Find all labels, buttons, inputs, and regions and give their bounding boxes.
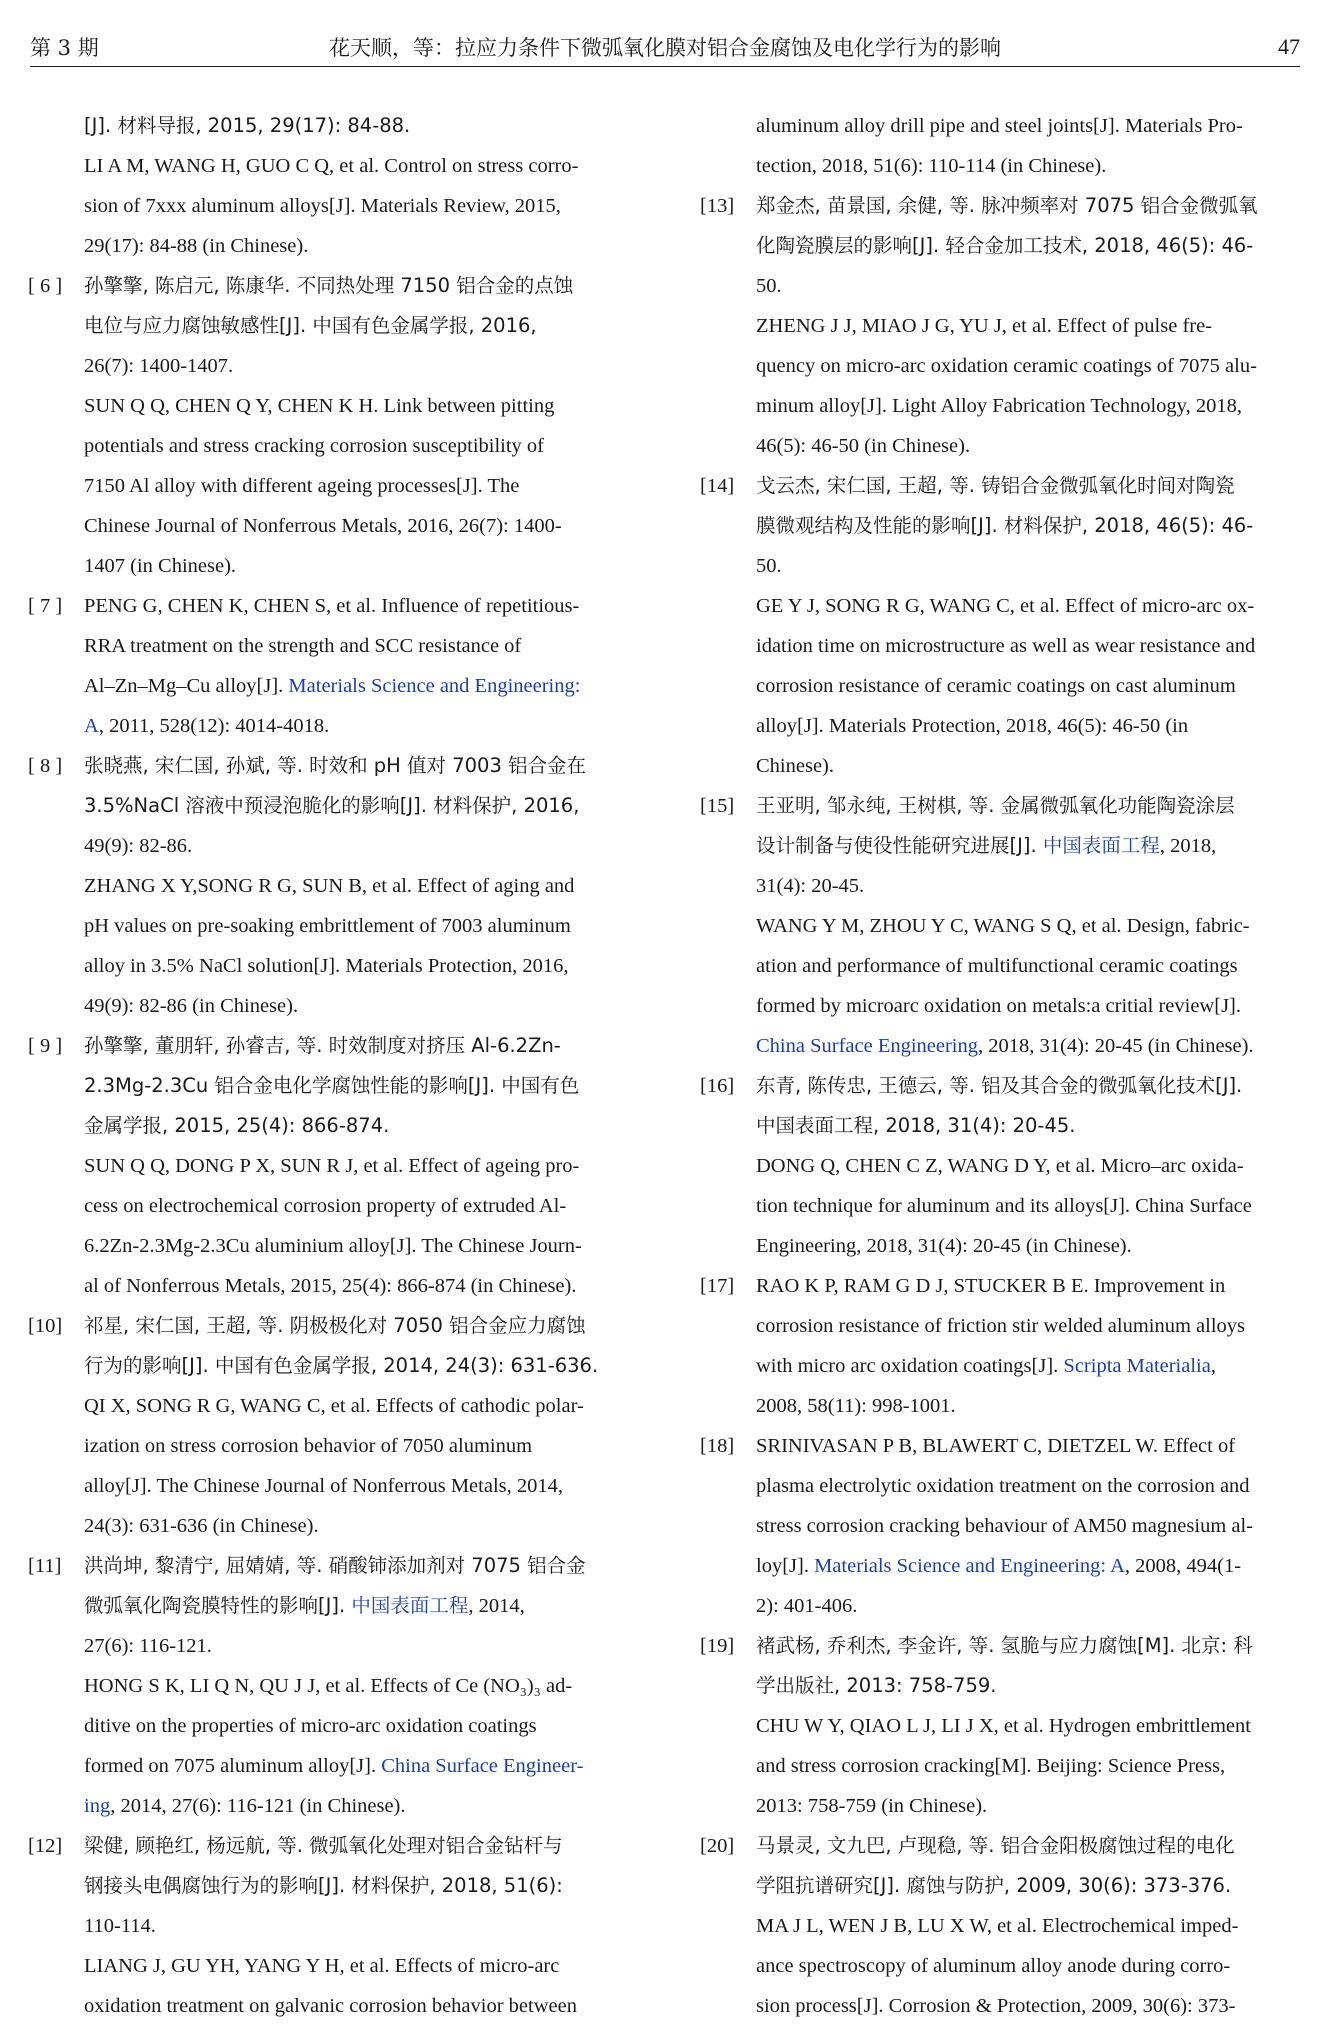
reference-text: 7150 Al alloy with different ageing processes[J]. The — [84, 475, 520, 497]
reference-text: al of Nonferrous Metals, 2015, 25(4): 866-874 (in Chinese). — [84, 1275, 577, 1297]
reference-text: alloy[J]. The Chinese Journal of Nonferrous Metals, 2014, — [84, 1475, 563, 1497]
reference-text: 祁星, 宋仁国, 王超, 等. 阴极极化对 7050 铝合金应力腐蚀 — [84, 1314, 586, 1337]
reference-text: 24(3): 631-636 (in Chinese). — [84, 1515, 319, 1537]
reference-line — [28, 106, 583, 146]
reference-text: Chinese Journal of Nonferrous Metals, 2016, 26(7): 1400- — [84, 515, 562, 537]
reference-line — [28, 1266, 583, 1306]
reference-text: idation time on microstructure as well as wear resistance and — [756, 635, 1256, 657]
reference-text: ization on stress corrosion behavior of 7050 aluminum — [84, 1435, 533, 1457]
reference-text: 29(17): 84-88 (in Chinese). — [84, 235, 309, 257]
reference-text: ZHANG X Y,SONG R G, SUN B, et al. Effect of aging and — [84, 875, 575, 897]
issue-label: 第 3 期 — [30, 36, 99, 60]
reference-line — [28, 546, 583, 586]
reference-line — [700, 1746, 1310, 1786]
reference-text: 设计制备与使役性能研究进展[J]. — [756, 834, 1043, 857]
reference-text: ditive on the properties of micro-arc oxidation coatings — [84, 1715, 537, 1737]
reference-line — [700, 1506, 1310, 1546]
reference-text: 2008, 58(11): 998-1001. — [756, 1395, 956, 1417]
reference-line — [700, 906, 1310, 946]
reference-number: [13] — [700, 195, 735, 217]
reference-text: 洪尚坤, 黎清宁, 屈婧婧, 等. 硝酸铈添加剂对 7075 铝合金 — [84, 1554, 586, 1577]
reference-line — [700, 1146, 1310, 1186]
reference-line — [700, 426, 1310, 466]
reference-text: 中国表面工程, 2018, 31(4): 20-45. — [756, 1114, 1076, 1137]
reference-text: RRA treatment on the strength and SCC resistance of — [84, 635, 522, 657]
reference-line — [700, 1226, 1310, 1266]
reference-number: [ 9 ] — [28, 1035, 63, 1057]
reference-text: Al–Zn–Mg–Cu alloy[J]. — [84, 675, 289, 697]
reference-text: LIANG J, GU YH, YANG Y H, et al. Effects of micro-arc — [84, 1955, 560, 1977]
reference-line — [28, 426, 583, 466]
reference-text: 化陶瓷膜层的影响[J]. 轻合金加工技术, 2018, 46(5): 46- — [756, 234, 1254, 257]
reference-text-tail: , — [1210, 1355, 1216, 1377]
reference-number: [ 8 ] — [28, 755, 63, 777]
reference-text: 王亚明, 邹永纯, 王树棋, 等. 金属微弧氧化功能陶瓷涂层 — [756, 794, 1235, 817]
reference-text: 31(4): 20-45. — [756, 875, 865, 897]
reference-line — [700, 1066, 1310, 1106]
reference-text: 2): 401-406. — [756, 1595, 858, 1617]
reference-line — [28, 906, 583, 946]
page-number: 47 — [1278, 34, 1300, 59]
reference-line — [700, 586, 1310, 626]
reference-line — [28, 1866, 583, 1906]
reference-line — [700, 1826, 1310, 1866]
reference-line — [700, 1426, 1310, 1466]
reference-text: 2.3Mg-2.3Cu 铝合金电化学腐蚀性能的影响[J]. 中国有色 — [84, 1074, 580, 1097]
reference-text: 电位与应力腐蚀敏感性[J]. 中国有色金属学报, 2016, — [84, 314, 537, 337]
reference-text: 东青, 陈传忠, 王德云, 等. 铝及其合金的微弧氧化技术[J]. — [756, 1074, 1243, 1097]
reference-text: stress corrosion cracking behaviour of AM50 magnesium al- — [756, 1515, 1254, 1537]
reference-line — [28, 1906, 583, 1946]
reference-line — [700, 1866, 1310, 1906]
reference-text: PENG G, CHEN K, CHEN S, et al. Influence of repetitious- — [84, 595, 580, 617]
reference-number: [14] — [700, 475, 735, 497]
reference-text: and stress corrosion cracking[M]. Beijing: Science Press, — [756, 1755, 1226, 1777]
reference-line — [700, 1986, 1310, 2026]
journal-link[interactable]: Materials Science and Engineering: — [288, 675, 581, 697]
reference-text: 6.2Zn-2.3Mg-2.3Cu aluminium alloy[J]. The Chinese Journ- — [84, 1235, 582, 1257]
reference-text: 微弧氧化陶瓷膜特性的影响[J]. — [84, 1594, 352, 1617]
reference-line — [28, 1666, 583, 1706]
reference-line — [700, 506, 1310, 546]
reference-line — [700, 826, 1310, 866]
reference-text: potentials and stress cracking corrosion susceptibility of — [84, 435, 545, 457]
reference-text: tion technique for aluminum and its alloys[J]. China Surface — [756, 1195, 1252, 1217]
reference-line — [28, 1626, 583, 1666]
reference-text-tail: , 2008, 494(1- — [1124, 1555, 1242, 1577]
reference-line — [700, 1706, 1310, 1746]
reference-text: HONG S K, LI Q N, QU J J, et al. Effects of Ce (NO₃)₃ ad- — [84, 1675, 573, 1697]
reference-line — [700, 1946, 1310, 1986]
journal-link[interactable]: China Surface Engineer- — [381, 1755, 584, 1777]
reference-line — [28, 1306, 586, 1346]
reference-line — [700, 1666, 1310, 1706]
reference-line — [28, 586, 583, 626]
reference-text: MA J L, WEN J B, LU X W, et al. Electrochemical imped- — [756, 1915, 1239, 1937]
reference-line — [700, 1586, 1310, 1626]
reference-line — [700, 106, 1310, 146]
reference-text: Engineering, 2018, 31(4): 20-45 (in Chinese). — [756, 1235, 1132, 1257]
reference-text: pH values on pre-soaking embrittlement of 7003 aluminum — [84, 915, 571, 937]
reference-line — [700, 1626, 1310, 1666]
reference-line — [700, 1546, 1310, 1586]
reference-line — [700, 1306, 1310, 1346]
reference-line — [28, 1386, 583, 1426]
reference-text: Chinese). — [756, 755, 834, 777]
journal-link[interactable]: 中国表面工程 — [1042, 834, 1160, 857]
reference-line — [28, 1946, 583, 1986]
reference-text: [J]. 材料导报, 2015, 29(17): 84-88. — [84, 114, 411, 137]
reference-line — [28, 1026, 583, 1066]
reference-line — [700, 626, 1310, 666]
journal-link[interactable]: Materials Science and Engineering: A — [814, 1555, 1125, 1577]
reference-line — [28, 986, 583, 1026]
reference-text: minum alloy[J]. Light Alloy Fabrication Technology, 2018, — [756, 395, 1242, 417]
reference-line — [28, 386, 583, 426]
reference-line — [28, 1226, 583, 1266]
reference-line — [700, 1106, 1310, 1146]
reference-line — [28, 346, 583, 386]
reference-text: SUN Q Q, CHEN Q Y, CHEN K H. Link between pitting — [84, 395, 555, 417]
reference-text: alloy[J]. Materials Protection, 2018, 46(5): 46-50 (in — [756, 715, 1189, 737]
reference-line — [700, 1906, 1310, 1946]
reference-line — [700, 866, 1310, 906]
reference-line — [28, 1786, 583, 1826]
reference-line — [700, 786, 1310, 826]
reference-text: with micro arc oxidation coatings[J]. — [756, 1355, 1064, 1377]
reference-line — [28, 1346, 599, 1386]
reference-line — [700, 386, 1310, 426]
reference-line — [700, 706, 1310, 746]
reference-text: 行为的影响[J]. 中国有色金属学报, 2014, 24(3): 631-636. — [84, 1354, 599, 1377]
reference-text: 戈云杰, 宋仁国, 王超, 等. 铸铝合金微弧氧化时间对陶瓷 — [756, 474, 1235, 497]
reference-number: [15] — [700, 795, 735, 817]
reference-text: 膜微观结构及性能的影响[J]. 材料保护, 2018, 46(5): 46- — [756, 514, 1254, 537]
journal-link[interactable]: Scripta Materialia — [1063, 1355, 1211, 1377]
reference-line — [28, 946, 583, 986]
reference-text: 50. — [756, 275, 782, 297]
running-title: 花天顺，等：拉应力条件下微弧氧化膜对铝合金腐蚀及电化学行为的影响 — [329, 36, 1001, 60]
reference-text: 110-114. — [84, 1915, 156, 1937]
reference-text: ZHENG J J, MIAO J G, YU J, et al. Effect of pulse fre- — [756, 315, 1213, 337]
reference-line — [28, 746, 587, 786]
reference-text: 3.5%NaCl 溶液中预浸泡脆化的影响[J]. 材料保护, 2016, — [84, 794, 580, 817]
reference-text: sion process[J]. Corrosion & Protection, 2009, 30(6): 373- — [756, 1995, 1236, 2017]
reference-text: 学出版社, 2013: 758-759. — [756, 1674, 997, 1697]
reference-line — [28, 466, 583, 506]
reference-text: loy[J]. — [756, 1555, 815, 1577]
reference-line — [28, 786, 583, 826]
reference-line — [700, 306, 1310, 346]
reference-line — [28, 1546, 586, 1586]
reference-text: corrosion resistance of friction stir welded aluminum alloys — [756, 1315, 1246, 1337]
reference-line — [28, 826, 583, 866]
reference-text: LI A M, WANG H, GUO C Q, et al. Control on stress corro- — [84, 155, 579, 177]
reference-text: ance spectroscopy of aluminum alloy anode during corro- — [756, 1955, 1231, 1977]
reference-number: [18] — [700, 1435, 735, 1457]
reference-text: 26(7): 1400-1407. — [84, 355, 234, 377]
reference-text: corrosion resistance of ceramic coatings on cast aluminum — [756, 675, 1236, 697]
reference-line — [28, 1826, 583, 1866]
reference-line — [700, 1346, 1310, 1386]
reference-line — [28, 226, 583, 266]
reference-text: formed on 7075 aluminum alloy[J]. — [84, 1755, 382, 1777]
reference-number: [20] — [700, 1835, 735, 1857]
reference-text: quency on micro-arc oxidation ceramic coatings of 7075 alu- — [756, 355, 1257, 377]
reference-text: , 2014, 27(6): 116-121 (in Chinese). — [110, 1795, 406, 1817]
reference-line — [28, 1066, 583, 1106]
reference-line — [700, 186, 1310, 226]
reference-number: [10] — [28, 1315, 63, 1337]
reference-text: QI X, SONG R G, WANG C, et al. Effects of cathodic polar- — [84, 1395, 584, 1417]
reference-text: DONG Q, CHEN C Z, WANG D Y, et al. Micro–arc oxida- — [756, 1155, 1244, 1177]
reference-text: 50. — [756, 555, 782, 577]
reference-number: [19] — [700, 1635, 735, 1657]
reference-line — [28, 1186, 583, 1226]
reference-text: WANG Y M, ZHOU Y C, WANG S Q, et al. Design, fabric- — [756, 915, 1250, 937]
reference-number: [11] — [28, 1555, 62, 1577]
reference-line — [700, 1786, 1310, 1826]
reference-text: GE Y J, SONG R G, WANG C, et al. Effect of micro-arc ox- — [756, 595, 1255, 617]
reference-line — [28, 1586, 583, 1626]
reference-text: sion of 7xxx aluminum alloys[J]. Materials Review, 2015, — [84, 195, 561, 217]
reference-line — [700, 1466, 1310, 1506]
reference-text: SUN Q Q, DONG P X, SUN R J, et al. Effect of ageing pro- — [84, 1155, 580, 1177]
reference-number: [17] — [700, 1275, 735, 1297]
reference-text-tail: , 2014, — [468, 1595, 525, 1617]
reference-number: [16] — [700, 1075, 735, 1097]
reference-text: 49(9): 82-86 (in Chinese). — [84, 995, 299, 1017]
reference-text: 2013: 758-759 (in Chinese). — [756, 1795, 988, 1817]
reference-text: 钢接头电偶腐蚀行为的影响[J]. 材料保护, 2018, 51(6): — [84, 1874, 563, 1897]
reference-line — [28, 146, 583, 186]
reference-text: cess on electrochemical corrosion property of extruded Al- — [84, 1195, 567, 1217]
reference-text: 梁健, 顾艳红, 杨远航, 等. 微弧氧化处理对铝合金钻杆与 — [84, 1834, 563, 1857]
reference-text: plasma electrolytic oxidation treatment on the corrosion and — [756, 1475, 1250, 1497]
reference-text: 1407 (in Chinese). — [84, 555, 237, 577]
journal-link[interactable]: 中国表面工程 — [351, 1594, 469, 1617]
reference-text: 27(6): 116-121. — [84, 1635, 212, 1657]
page-header — [30, 28, 1300, 67]
reference-line — [700, 986, 1310, 1026]
reference-text: 马景灵, 文九巴, 卢现稳, 等. 铝合金阳极腐蚀过程的电化 — [756, 1834, 1235, 1857]
reference-line — [28, 1506, 583, 1546]
reference-text: alloy in 3.5% NaCl solution[J]. Materials Protection, 2016, — [84, 955, 569, 977]
references-right-column — [700, 106, 1310, 2026]
reference-line — [28, 266, 583, 306]
reference-line — [28, 626, 583, 666]
reference-line — [28, 1106, 583, 1146]
reference-line — [700, 466, 1310, 506]
reference-text: 学阻抗谱研究[J]. 腐蚀与防护, 2009, 30(6): 373-376. — [756, 1874, 1232, 1897]
journal-link[interactable]: China Surface Engineering — [756, 1035, 979, 1057]
reference-number: [ 7 ] — [28, 595, 63, 617]
reference-text: , 2011, 528(12): 4014-4018. — [98, 715, 330, 737]
reference-text: SRINIVASAN P B, BLAWERT C, DIETZEL W. Effect of — [756, 1435, 1236, 1457]
reference-text-tail: , 2018, — [1159, 835, 1217, 857]
journal-link[interactable]: A — [84, 715, 99, 737]
reference-line — [28, 1466, 583, 1506]
reference-text: 49(9): 82-86. — [84, 835, 193, 857]
reference-text: 褚武杨, 乔利杰, 李金许, 等. 氢脆与应力腐蚀[M]. 北京: 科 — [756, 1634, 1253, 1657]
reference-line — [28, 1146, 583, 1186]
reference-number: [12] — [28, 1835, 63, 1857]
reference-line — [700, 1026, 1310, 1066]
reference-text: , 2018, 31(4): 20-45 (in Chinese). — [978, 1035, 1254, 1057]
reference-line — [700, 146, 1310, 186]
reference-text: ation and performance of multifunctional ceramic coatings — [756, 955, 1238, 977]
reference-text: 金属学报, 2015, 25(4): 866-874. — [84, 1114, 390, 1137]
reference-line — [700, 1386, 1310, 1426]
reference-line — [28, 1706, 583, 1746]
reference-line — [700, 946, 1310, 986]
reference-line — [28, 306, 583, 346]
reference-text: 孙擎擎, 董朋轩, 孙睿吉, 等. 时效制度对挤压 Al-6.2Zn- — [84, 1034, 561, 1057]
reference-text: RAO K P, RAM G D J, STUCKER B E. Improvement in — [756, 1275, 1226, 1297]
reference-line — [700, 1186, 1310, 1226]
reference-line — [28, 706, 583, 746]
reference-text: oxidation treatment on galvanic corrosion behavior between — [84, 1995, 577, 2017]
reference-line — [28, 666, 583, 706]
reference-line — [700, 266, 1310, 306]
reference-text: 张晓燕, 宋仁国, 孙斌, 等. 时效和 pH 值对 7003 铝合金在 — [84, 754, 587, 777]
reference-line — [700, 666, 1310, 706]
reference-line — [28, 1426, 583, 1466]
reference-line — [28, 1986, 583, 2026]
reference-line — [28, 186, 583, 226]
reference-line — [700, 226, 1310, 266]
reference-text: 孙擎擎, 陈启元, 陈康华. 不同热处理 7150 铝合金的点蚀 — [84, 274, 574, 297]
reference-line — [700, 346, 1310, 386]
reference-text: aluminum alloy drill pipe and steel joints[J]. Materials Pro- — [756, 115, 1243, 137]
reference-text: tection, 2018, 51(6): 110-114 (in Chinese). — [756, 155, 1107, 177]
reference-line — [28, 866, 583, 906]
reference-line — [700, 546, 1310, 586]
reference-text: 46(5): 46-50 (in Chinese). — [756, 435, 971, 457]
reference-line — [700, 1266, 1310, 1306]
reference-line — [700, 746, 1310, 786]
references-left-column — [28, 106, 599, 2026]
reference-text: CHU W Y, QIAO L J, LI J X, et al. Hydrogen embrittlement — [756, 1715, 1251, 1737]
reference-line — [28, 1746, 583, 1786]
reference-number: [ 6 ] — [28, 275, 63, 297]
reference-text: 郑金杰, 苗景国, 余健, 等. 脉冲频率对 7075 铝合金微弧氧 — [756, 194, 1258, 217]
reference-text: formed by microarc oxidation on metals:a critial review[J]. — [756, 995, 1241, 1017]
reference-line — [28, 506, 583, 546]
journal-link[interactable]: ing — [84, 1795, 111, 1817]
